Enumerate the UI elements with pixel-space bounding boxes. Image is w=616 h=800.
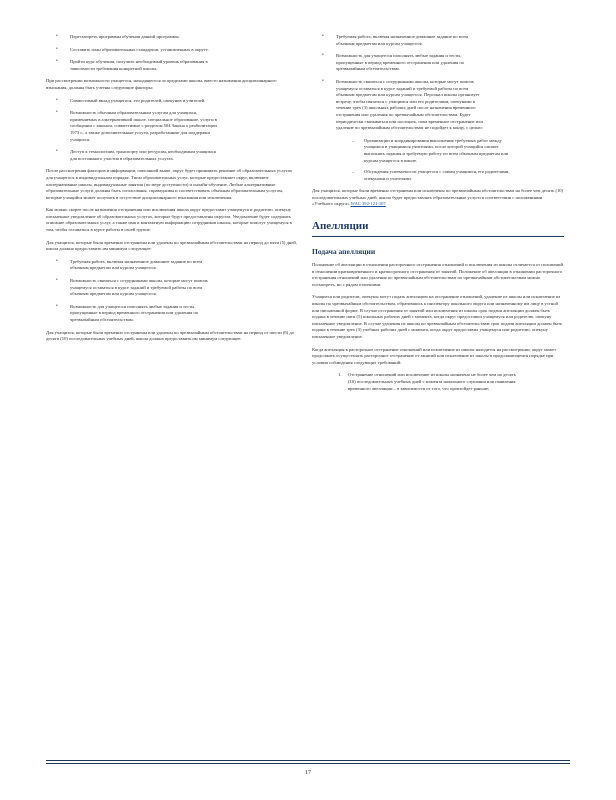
wac-citation-link[interactable]: WAC 392-121-107 [350,201,386,207]
left-bullets-top [46,34,298,72]
heading-divider [312,236,564,237]
body-paragraph: После рассмотрения факторов и информации, описанной выше, округ будет принимать решение об образовательных услугах для учащегося в индивидуальном порядке. Типы образовательных услуг, которые предоставляет округ, включают альтернативные школы, индивидуальные занятия (по мере доступности) и онлайн-обучение. Любые альтернативные образовательные услуги должны быть согласованы, справедливы и соответствовать обычным образовательным услугам, которые учащийся может получить в отсутствие дисциплинарного взыскания или исключения. [46,168,293,200]
left-bullets-bottom [46,259,298,324]
list-item: • Требуемая работа, включая назначенное домашнее задание по всем обычным предметам или курсам учащегося. [46,259,220,272]
list-item: • Возможность связаться с сотрудниками школы, которые могут помочь учащемуся оставаться в курсе заданий и требуемой работы по всем обычным предметам или курсам учащегося. Персонал школы организует встречу, чтобы связаться с учащимся или его родителями, опекунами в течение трех (3) школьных рабочих дней после назначения временного отстранения или удаления по чрезвычайным обстоятельствам. Будет периодически связываться или посещать, пока временное отстранение или удаление по чрезвычайным обстоятельствам не подойдет к концу, с целью: [312,79,486,132]
page-number: 17 [305,770,311,776]
list-number: 1. [338,372,342,378]
list-item: • Возможность для учащегося пополнять любые задания и тесты, пропущенные в период временного отстранения или удаления по чрезвычайным обстоятельствам. [46,304,220,324]
list-item [312,372,518,392]
list-item: – Организации и координирования выполнения требуемых работ между учащимся и учащимися учителями, после которой учащийся сможет выполнять задания и требуемую работу по всем обычным предметам или курсам учащегося в школе. [312,138,514,164]
right-sub-bullets [312,138,564,183]
body-paragraph: Положение об апелляции в отношении расторочного отстранения отношений и исключения из школы отличается от положений в отношении кратковременного и краткосрочного отстранения от занятий. Положение об апелляции в отношении расторочного отстранения отношений или удаления по чрезвычайным обстоятельствам по чрезвычайным обстоятельствам можно посмотреть, но с рядом отличиями. [312,262,563,287]
paragraph-text: Для учащихся, которые были временно отстранены или исключены по чрезвычайным обстоятельствам на более чем десять (10) последовательных учебных дней, школа будет предоставлять образовательные услуги в соответствии с положениями «Учебного округа» [312,188,564,207]
body-paragraph: Когда апелляция в расторочное отстранение отношений или исключение из школы находится на рассмотрении, округ может продолжать осуществлять расторочное отстранение от занятий или исключение из школы в продолжающемся порядке при условии соблюдения следующих требований: [312,346,557,365]
right-column [312,34,564,398]
body-paragraph: При рассмотрении возможности учащегося, находящегося за пределами школы, вместо назначения дисциплинарного взыскания, должны быть учтены следующие факторы: [46,78,277,90]
list-item: • Возможность связаться с сотрудниками школы, которые могут помочь учащемуся оставаться в курсе заданий и требуемой работы по всем обычным предметам или курсам учащегося. [46,278,220,298]
list-item: • Пересмотреть программы обучения данной программы. [46,34,220,41]
footer-divider [46,760,570,761]
numbered-list [312,372,564,392]
right-bullets-top [312,34,564,132]
footer-divider [46,763,570,764]
list-item-text: Отстранение отношений или исключение из школы назначено не более чем на десять (10) последовательных учебных дней с момента начального слушания или появления временного апелляции – в зависимости от того, что произойдет раньше; [348,372,516,391]
left-bullets-mid [46,98,298,163]
left-column [46,34,298,349]
body-paragraph: Учащиеся или родители, опекуны могут подать апелляцию на отстранение отношений, удаление из школы или исключение из школы по чрезвычайным обстоятельствам, обратившись к инспектору школьного округа или назначенному им лицу в устной или письменной форме. В случае отстранения от занятий или исключения из школы срок подачи апелляции должен быть подана в течение пяти (5) школьных рабочих дней с момента, когда округ предоставил учащемуся или родителю, опекуну письменное уведомление. В случае удаления из школы по чрезвычайным обстоятельствам срок подачи апелляции должен быть подана в течение трех (3) учебных рабочих дней с момента, когда округ предоставил учащемуся или родителю, опекуну письменное уведомление. [312,294,563,339]
page-footer [46,760,570,776]
list-item: • Возможность для учащегося пополнять любые задания и тесты, пропущенные в период временного отстранения или удаления по чрезвычайным обстоятельствам. [312,53,486,73]
list-item: • Совместимый вклад учащегося, его родителей, опекунов и учителей. [46,98,220,105]
list-item: – Обсуждения успеваемости учащегося с самим учащимся, его родителями, опекунами и учителями. [312,169,514,182]
subheading-submit-appeal: Подача апелляции [312,247,376,257]
list-item: • Требуемая работа, включая назначенное домашнее задание по всем обычным предметам или курсам учащегося. [312,34,486,47]
list-item: • Доступ к технологиям, транспорту или ресурсам, необходимым учащимся для постоянного участия в образовательных услугах. [46,149,220,162]
body-paragraph: Для учащихся, которые были временно отстранены или удалены по чрезвычайным обстоятельствам на период от шести (6) до десяти (10) последовательных учебных дней, школа должна предоставить им минимум следующее: [46,329,294,342]
list-item: • Пройти курс обучения, получить необходимый уровень образования в зависимости требования конкретной школы. [46,59,220,72]
body-paragraph: Как можно скорее после назначения отстранения или исключения школа округ предоставит учащемуся и родителю, опекуну письменное уведомление об образовательных услугах, которые будут предоставлены округом. Уведомление будет содержать описание образовательных услуг, а также имя и контактную информацию сотрудников школы, которые помогут учащемуся в том, чтобы оставаться в курсе работы в своей группе. [46,207,292,233]
body-paragraph [312,188,564,208]
list-item: • Составить план образовательных стандартов, установленных в округе. [46,47,220,54]
section-heading-appeals: Апелляции [312,220,369,233]
list-item: • Возможность обычным образовательным услугам для учащихся, применяемых в альтернативной школе, специальное образование, услуги в сообщении с законом, совместимые с разделом 504 Закона о реабилитации 1973 г., а также дополнительные услуги, разработанные для поддержки учащихся. [46,110,220,143]
body-paragraph: Для учащихся, которые были временно отстранены или удалены по чрезвычайным обстоятельствам на период до пяти (5) дней, школа должна предоставить им минимум следующее: [46,239,298,252]
